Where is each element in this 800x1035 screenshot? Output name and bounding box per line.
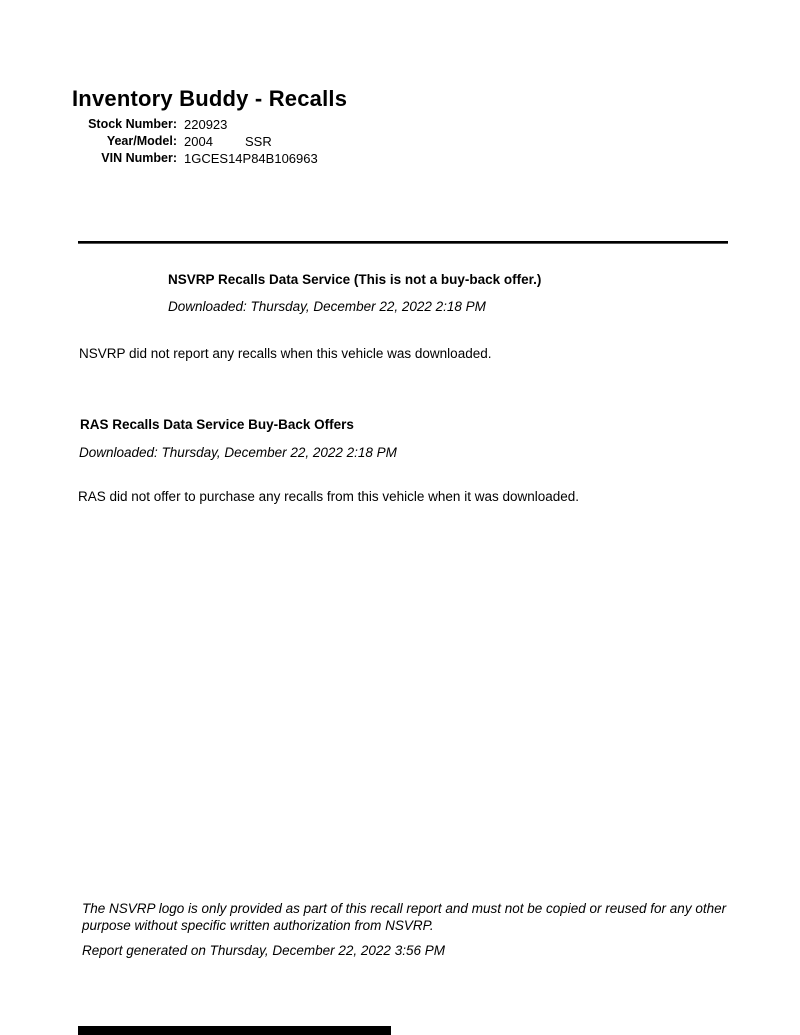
section-divider-rule (78, 241, 728, 244)
vin-number-label: VIN Number: (101, 151, 177, 165)
page-title: Inventory Buddy - Recalls (72, 86, 348, 111)
nsvrp-logo-disclaimer: The NSVRP logo is only provided as part of this recall report and must not be copied or reused for any other purpose without specific written authorization from NSVRP. (82, 901, 727, 933)
nsvrp-downloaded-timestamp: Downloaded: Thursday, December 22, 2022 2:18 PM (168, 299, 486, 314)
nsvrp-result-text: NSVRP did not report any recalls when this vehicle was downloaded. (79, 346, 492, 361)
bottom-cutoff-bar (78, 1026, 391, 1035)
vehicle-info-table (60, 116, 318, 167)
year-model-label: Year/Model: (106, 134, 177, 148)
report-generated-timestamp: Report generated on Thursday, December 22, 2022 3:56 PM (82, 943, 445, 958)
ras-downloaded-timestamp: Downloaded: Thursday, December 22, 2022 2:18 PM (79, 445, 397, 460)
year-value: 2004 (184, 134, 213, 149)
year-model-value (184, 133, 318, 150)
ras-result-text: RAS did not offer to purchase any recalls from this vehicle when it was downloaded. (78, 489, 580, 504)
model-value: SSR (245, 134, 272, 149)
vin-number-value: 1GCES14P84B106963 (184, 151, 318, 166)
nsvrp-section-heading: NSVRP Recalls Data Service (This is not a buy-back offer.) (168, 272, 542, 287)
stock-number-value: 220923 (184, 117, 228, 132)
ras-section-heading: RAS Recalls Data Service Buy-Back Offers (80, 417, 354, 432)
stock-number-label: Stock Number: (88, 117, 177, 131)
